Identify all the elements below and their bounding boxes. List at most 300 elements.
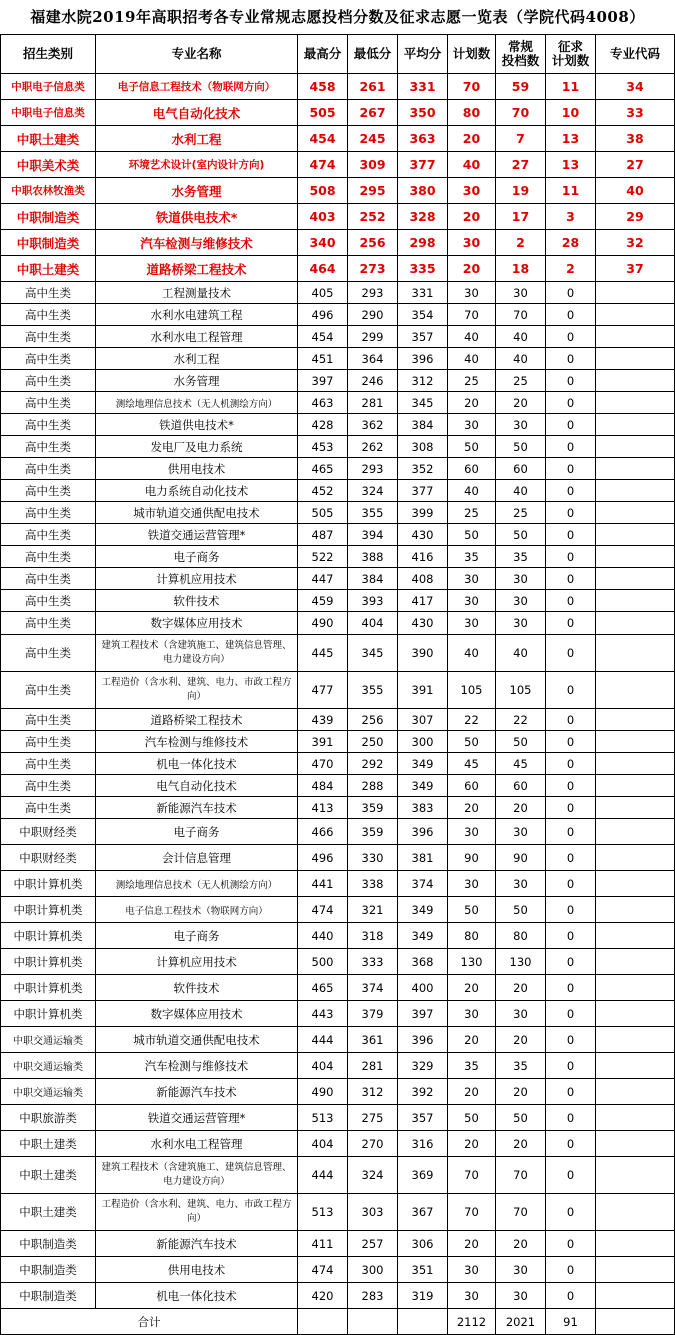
- cell-max: 466: [298, 819, 348, 845]
- cell-plan: 80: [448, 923, 496, 949]
- cell-major: 电子商务: [96, 546, 298, 568]
- cell-avg: 331: [398, 282, 448, 304]
- cell-regular: 70: [496, 1194, 546, 1231]
- cell-solicit: 0: [546, 370, 596, 392]
- cell-solicit: 0: [546, 1257, 596, 1283]
- cell-regular: 30: [496, 1283, 546, 1309]
- cell-avg: 363: [398, 126, 448, 152]
- cell-major: 新能源汽车技术: [96, 1079, 298, 1105]
- cell-major: 道路桥梁工程技术: [96, 709, 298, 731]
- cell-max: 496: [298, 304, 348, 326]
- cell-regular: 30: [496, 819, 546, 845]
- table-row: [1, 480, 675, 502]
- cell-avg: 381: [398, 845, 448, 871]
- header-solicit-line1: 征求: [557, 39, 583, 54]
- document-title: 福建水院2019年高职招考各专业常规志愿投档分数及征求志愿一览表（学院代码4008）: [30, 8, 645, 26]
- cell-code: [596, 568, 675, 590]
- cell-min: 393: [348, 590, 398, 612]
- cell-max: 413: [298, 797, 348, 819]
- cell-avg: 399: [398, 502, 448, 524]
- total-label: 合计: [1, 1309, 298, 1335]
- cell-regular: 50: [496, 1105, 546, 1131]
- cell-plan: 20: [448, 392, 496, 414]
- cell-regular: 17: [496, 204, 546, 230]
- cell-solicit: 11: [546, 74, 596, 100]
- cell-solicit: 0: [546, 1079, 596, 1105]
- cell-major: 建筑工程技术（含建筑施工、建筑信息管理、电力建设方向）: [96, 1157, 298, 1194]
- cell-code: 38: [596, 126, 675, 152]
- cell-plan: 30: [448, 282, 496, 304]
- cell-major: 新能源汽车技术: [96, 1231, 298, 1257]
- cell-max: 452: [298, 480, 348, 502]
- cell-regular: 59: [496, 74, 546, 100]
- cell-solicit: 0: [546, 1283, 596, 1309]
- cell-solicit: 0: [546, 392, 596, 414]
- cell-solicit: 0: [546, 326, 596, 348]
- cell-min: 355: [348, 502, 398, 524]
- cell-min: 293: [348, 458, 398, 480]
- cell-min: 303: [348, 1194, 398, 1231]
- cell-category: 中职计算机类: [1, 923, 96, 949]
- cell-max: 411: [298, 1231, 348, 1257]
- cell-solicit: 0: [546, 635, 596, 672]
- table-row: [1, 1053, 675, 1079]
- total-plan: 2112: [448, 1309, 496, 1335]
- table-row: [1, 775, 675, 797]
- cell-major: 环境艺术设计(室内设计方向): [96, 152, 298, 178]
- cell-min: 379: [348, 1001, 398, 1027]
- cell-code: [596, 1157, 675, 1194]
- cell-regular: 30: [496, 1001, 546, 1027]
- cell-major: 新能源汽车技术: [96, 797, 298, 819]
- table-row: [1, 871, 675, 897]
- table-row-highlight: [1, 256, 675, 282]
- cell-major: 铁道供电技术*: [96, 204, 298, 230]
- cell-code: [596, 1105, 675, 1131]
- cell-major: 电力系统自动化技术: [96, 480, 298, 502]
- cell-min: 292: [348, 753, 398, 775]
- cell-category: 中职制造类: [1, 1283, 96, 1309]
- cell-major: 测绘地理信息技术（无人机测绘方向）: [96, 392, 298, 414]
- cell-max: 490: [298, 612, 348, 635]
- cell-min: 384: [348, 568, 398, 590]
- cell-regular: 19: [496, 178, 546, 204]
- table-row: [1, 672, 675, 709]
- table-row: [1, 502, 675, 524]
- cell-min: 324: [348, 480, 398, 502]
- cell-major: 机电一体化技术: [96, 1283, 298, 1309]
- cell-plan: 30: [448, 590, 496, 612]
- cell-plan: 40: [448, 152, 496, 178]
- cell-solicit: 0: [546, 975, 596, 1001]
- table-row: [1, 949, 675, 975]
- table-row: [1, 348, 675, 370]
- cell-max: 470: [298, 753, 348, 775]
- table-row: [1, 458, 675, 480]
- cell-regular: 7: [496, 126, 546, 152]
- cell-major: 水利工程: [96, 348, 298, 370]
- cell-major: 汽车检测与维修技术: [96, 1053, 298, 1079]
- cell-min: 256: [348, 230, 398, 256]
- cell-category: 中职农林牧渔类: [1, 178, 96, 204]
- cell-major: 机电一体化技术: [96, 753, 298, 775]
- cell-major: 水利水电工程管理: [96, 326, 298, 348]
- cell-major: 水利水电建筑工程: [96, 304, 298, 326]
- cell-min: 388: [348, 546, 398, 568]
- cell-plan: 40: [448, 326, 496, 348]
- cell-min: 293: [348, 282, 398, 304]
- cell-code: [596, 370, 675, 392]
- cell-category: 中职土建类: [1, 1157, 96, 1194]
- cell-code: [596, 546, 675, 568]
- cell-code: [596, 480, 675, 502]
- cell-plan: 20: [448, 1231, 496, 1257]
- cell-category: 中职美术类: [1, 152, 96, 178]
- cell-regular: 30: [496, 282, 546, 304]
- cell-regular: 30: [496, 1257, 546, 1283]
- cell-plan: 30: [448, 230, 496, 256]
- cell-avg: 329: [398, 1053, 448, 1079]
- cell-category: 高中生类: [1, 635, 96, 672]
- cell-plan: 22: [448, 709, 496, 731]
- table-row: [1, 1131, 675, 1157]
- cell-code: 33: [596, 100, 675, 126]
- cell-category: 高中生类: [1, 590, 96, 612]
- cell-code: [596, 392, 675, 414]
- cell-plan: 105: [448, 672, 496, 709]
- cell-regular: 30: [496, 414, 546, 436]
- cell-max: 404: [298, 1053, 348, 1079]
- cell-min: 321: [348, 897, 398, 923]
- cell-code: [596, 709, 675, 731]
- cell-solicit: 0: [546, 871, 596, 897]
- cell-min: 273: [348, 256, 398, 282]
- cell-plan: 35: [448, 546, 496, 568]
- cell-category: 高中生类: [1, 709, 96, 731]
- cell-plan: 30: [448, 1257, 496, 1283]
- cell-category: 高中生类: [1, 612, 96, 635]
- cell-category: 中职计算机类: [1, 1001, 96, 1027]
- cell-solicit: 2: [546, 256, 596, 282]
- cell-max: 465: [298, 975, 348, 1001]
- cell-major: 水利水电工程管理: [96, 1131, 298, 1157]
- cell-code: [596, 775, 675, 797]
- cell-max: 465: [298, 458, 348, 480]
- cell-solicit: 0: [546, 1105, 596, 1131]
- table-row-highlight: [1, 126, 675, 152]
- cell-regular: 70: [496, 1157, 546, 1194]
- cell-category: 中职土建类: [1, 1194, 96, 1231]
- cell-avg: 345: [398, 392, 448, 414]
- cell-category: 高中生类: [1, 414, 96, 436]
- cell-plan: 50: [448, 524, 496, 546]
- cell-solicit: 0: [546, 590, 596, 612]
- cell-min: 283: [348, 1283, 398, 1309]
- cell-regular: 20: [496, 797, 546, 819]
- cell-avg: 391: [398, 672, 448, 709]
- table-row: [1, 590, 675, 612]
- cell-major: 道路桥梁工程技术: [96, 256, 298, 282]
- cell-max: 441: [298, 871, 348, 897]
- cell-code: [596, 845, 675, 871]
- cell-max: 458: [298, 74, 348, 100]
- table-row: [1, 1257, 675, 1283]
- cell-regular: 20: [496, 392, 546, 414]
- admission-table: [0, 34, 675, 1335]
- cell-major: 汽车检测与维修技术: [96, 731, 298, 753]
- cell-avg: 368: [398, 949, 448, 975]
- cell-code: [596, 871, 675, 897]
- cell-min: 324: [348, 1157, 398, 1194]
- cell-avg: 392: [398, 1079, 448, 1105]
- cell-plan: 90: [448, 845, 496, 871]
- cell-plan: 30: [448, 1283, 496, 1309]
- cell-category: 中职电子信息类: [1, 74, 96, 100]
- header-regular-line2: 投档数: [501, 53, 540, 68]
- cell-solicit: 0: [546, 502, 596, 524]
- cell-max: 454: [298, 126, 348, 152]
- cell-solicit: 28: [546, 230, 596, 256]
- cell-solicit: 0: [546, 436, 596, 458]
- cell-category: 高中生类: [1, 480, 96, 502]
- cell-major: 计算机应用技术: [96, 949, 298, 975]
- table-row: [1, 546, 675, 568]
- cell-max: 444: [298, 1027, 348, 1053]
- cell-regular: 18: [496, 256, 546, 282]
- cell-regular: 2: [496, 230, 546, 256]
- cell-avg: 357: [398, 326, 448, 348]
- cell-avg: 298: [398, 230, 448, 256]
- cell-avg: 352: [398, 458, 448, 480]
- cell-solicit: 0: [546, 923, 596, 949]
- cell-solicit: 0: [546, 1157, 596, 1194]
- cell-solicit: 13: [546, 152, 596, 178]
- cell-plan: 20: [448, 1131, 496, 1157]
- cell-min: 318: [348, 923, 398, 949]
- cell-plan: 70: [448, 74, 496, 100]
- cell-major: 铁道供电技术*: [96, 414, 298, 436]
- cell-max: 496: [298, 845, 348, 871]
- cell-major: 发电厂及电力系统: [96, 436, 298, 458]
- table-row-highlight: [1, 204, 675, 230]
- cell-major: 电子信息工程技术（物联网方向）: [96, 74, 298, 100]
- cell-regular: 20: [496, 1027, 546, 1053]
- cell-code: [596, 1231, 675, 1257]
- cell-category: 中职制造类: [1, 204, 96, 230]
- table-row: [1, 370, 675, 392]
- cell-code: [596, 436, 675, 458]
- cell-regular: 20: [496, 1131, 546, 1157]
- cell-code: [596, 304, 675, 326]
- cell-solicit: 13: [546, 126, 596, 152]
- cell-category: 中职旅游类: [1, 1105, 96, 1131]
- cell-avg: 331: [398, 74, 448, 100]
- cell-min: 300: [348, 1257, 398, 1283]
- cell-avg: 396: [398, 819, 448, 845]
- header-regular: [496, 35, 546, 74]
- cell-solicit: 11: [546, 178, 596, 204]
- cell-plan: 20: [448, 126, 496, 152]
- cell-plan: 20: [448, 797, 496, 819]
- cell-regular: 40: [496, 348, 546, 370]
- cell-code: 37: [596, 256, 675, 282]
- cell-solicit: 0: [546, 348, 596, 370]
- cell-major: 工程造价（含水利、建筑、电力、市政工程方向）: [96, 672, 298, 709]
- table-header-row: [1, 35, 675, 74]
- cell-min: 359: [348, 797, 398, 819]
- cell-avg: 380: [398, 178, 448, 204]
- cell-avg: 384: [398, 414, 448, 436]
- cell-avg: 416: [398, 546, 448, 568]
- cell-category: 高中生类: [1, 775, 96, 797]
- cell-min: 270: [348, 1131, 398, 1157]
- cell-solicit: 0: [546, 753, 596, 775]
- cell-max: 453: [298, 436, 348, 458]
- header-avg: 平均分: [398, 35, 448, 74]
- cell-code: [596, 1053, 675, 1079]
- cell-category: 高中生类: [1, 370, 96, 392]
- cell-avg: 383: [398, 797, 448, 819]
- cell-code: 40: [596, 178, 675, 204]
- table-row: [1, 797, 675, 819]
- table-row: [1, 1157, 675, 1194]
- cell-category: 高中生类: [1, 326, 96, 348]
- cell-major: 电子商务: [96, 819, 298, 845]
- cell-category: 高中生类: [1, 672, 96, 709]
- cell-code: [596, 1283, 675, 1309]
- cell-min: 295: [348, 178, 398, 204]
- cell-plan: 50: [448, 436, 496, 458]
- table-row: [1, 1001, 675, 1027]
- cell-solicit: 10: [546, 100, 596, 126]
- cell-solicit: 0: [546, 1001, 596, 1027]
- cell-major: 测绘地理信息技术（无人机测绘方向）: [96, 871, 298, 897]
- cell-code: [596, 672, 675, 709]
- header-min: 最低分: [348, 35, 398, 74]
- table-row: [1, 524, 675, 546]
- header-solicit-line2: 计划数: [551, 53, 590, 68]
- cell-solicit: 0: [546, 949, 596, 975]
- cell-max: 451: [298, 348, 348, 370]
- cell-category: 中职交通运输类: [1, 1027, 96, 1053]
- table-row: [1, 731, 675, 753]
- table-row: [1, 1231, 675, 1257]
- cell-avg: 349: [398, 753, 448, 775]
- cell-code: [596, 502, 675, 524]
- cell-code: 32: [596, 230, 675, 256]
- cell-category: 高中生类: [1, 282, 96, 304]
- cell-plan: 25: [448, 502, 496, 524]
- cell-code: [596, 348, 675, 370]
- cell-avg: 351: [398, 1257, 448, 1283]
- table-row: [1, 635, 675, 672]
- cell-category: 高中生类: [1, 436, 96, 458]
- cell-solicit: 0: [546, 1131, 596, 1157]
- cell-min: 252: [348, 204, 398, 230]
- cell-code: [596, 923, 675, 949]
- cell-category: 中职计算机类: [1, 949, 96, 975]
- cell-code: [596, 1131, 675, 1157]
- table-row: [1, 975, 675, 1001]
- cell-min: 290: [348, 304, 398, 326]
- cell-min: 288: [348, 775, 398, 797]
- cell-regular: 50: [496, 524, 546, 546]
- table-row-highlight: [1, 230, 675, 256]
- cell-major: 会计信息管理: [96, 845, 298, 871]
- table-row: [1, 436, 675, 458]
- cell-code: [596, 731, 675, 753]
- cell-major: 工程测量技术: [96, 282, 298, 304]
- cell-major: 水利工程: [96, 126, 298, 152]
- cell-avg: 367: [398, 1194, 448, 1231]
- cell-major: 供用电技术: [96, 458, 298, 480]
- cell-avg: 396: [398, 1027, 448, 1053]
- cell-plan: 35: [448, 1053, 496, 1079]
- table-row: [1, 612, 675, 635]
- cell-avg: 377: [398, 152, 448, 178]
- cell-solicit: 0: [546, 1231, 596, 1257]
- cell-major: 数字媒体应用技术: [96, 1001, 298, 1027]
- total-regular: 2021: [496, 1309, 546, 1335]
- cell-category: 中职财经类: [1, 819, 96, 845]
- cell-category: 中职土建类: [1, 1131, 96, 1157]
- cell-max: 440: [298, 923, 348, 949]
- cell-regular: 20: [496, 1231, 546, 1257]
- cell-solicit: 0: [546, 414, 596, 436]
- cell-regular: 130: [496, 949, 546, 975]
- table-row-highlight: [1, 178, 675, 204]
- cell-major: 数字媒体应用技术: [96, 612, 298, 635]
- cell-plan: 80: [448, 100, 496, 126]
- cell-max: 340: [298, 230, 348, 256]
- cell-avg: 377: [398, 480, 448, 502]
- cell-regular: 80: [496, 923, 546, 949]
- cell-plan: 30: [448, 871, 496, 897]
- table-row: [1, 282, 675, 304]
- cell-regular: 22: [496, 709, 546, 731]
- cell-min: 338: [348, 871, 398, 897]
- cell-regular: 30: [496, 871, 546, 897]
- cell-max: 428: [298, 414, 348, 436]
- table-row: [1, 753, 675, 775]
- cell-avg: 349: [398, 923, 448, 949]
- cell-code: 29: [596, 204, 675, 230]
- cell-regular: 25: [496, 370, 546, 392]
- cell-category: 中职土建类: [1, 256, 96, 282]
- cell-avg: 307: [398, 709, 448, 731]
- cell-max: 474: [298, 1257, 348, 1283]
- cell-max: 439: [298, 709, 348, 731]
- cell-regular: 45: [496, 753, 546, 775]
- cell-major: 工程造价（含水利、建筑、电力、市政工程方向）: [96, 1194, 298, 1231]
- cell-min: 404: [348, 612, 398, 635]
- cell-min: 250: [348, 731, 398, 753]
- cell-category: 高中生类: [1, 392, 96, 414]
- cell-avg: 335: [398, 256, 448, 282]
- table-row: [1, 568, 675, 590]
- cell-regular: 35: [496, 1053, 546, 1079]
- cell-min: 359: [348, 819, 398, 845]
- cell-major: 铁道交通运营管理*: [96, 1105, 298, 1131]
- cell-category: 高中生类: [1, 524, 96, 546]
- cell-max: 474: [298, 152, 348, 178]
- cell-max: 459: [298, 590, 348, 612]
- cell-min: 257: [348, 1231, 398, 1257]
- cell-min: 256: [348, 709, 398, 731]
- cell-code: [596, 975, 675, 1001]
- cell-regular: 40: [496, 635, 546, 672]
- cell-solicit: 0: [546, 709, 596, 731]
